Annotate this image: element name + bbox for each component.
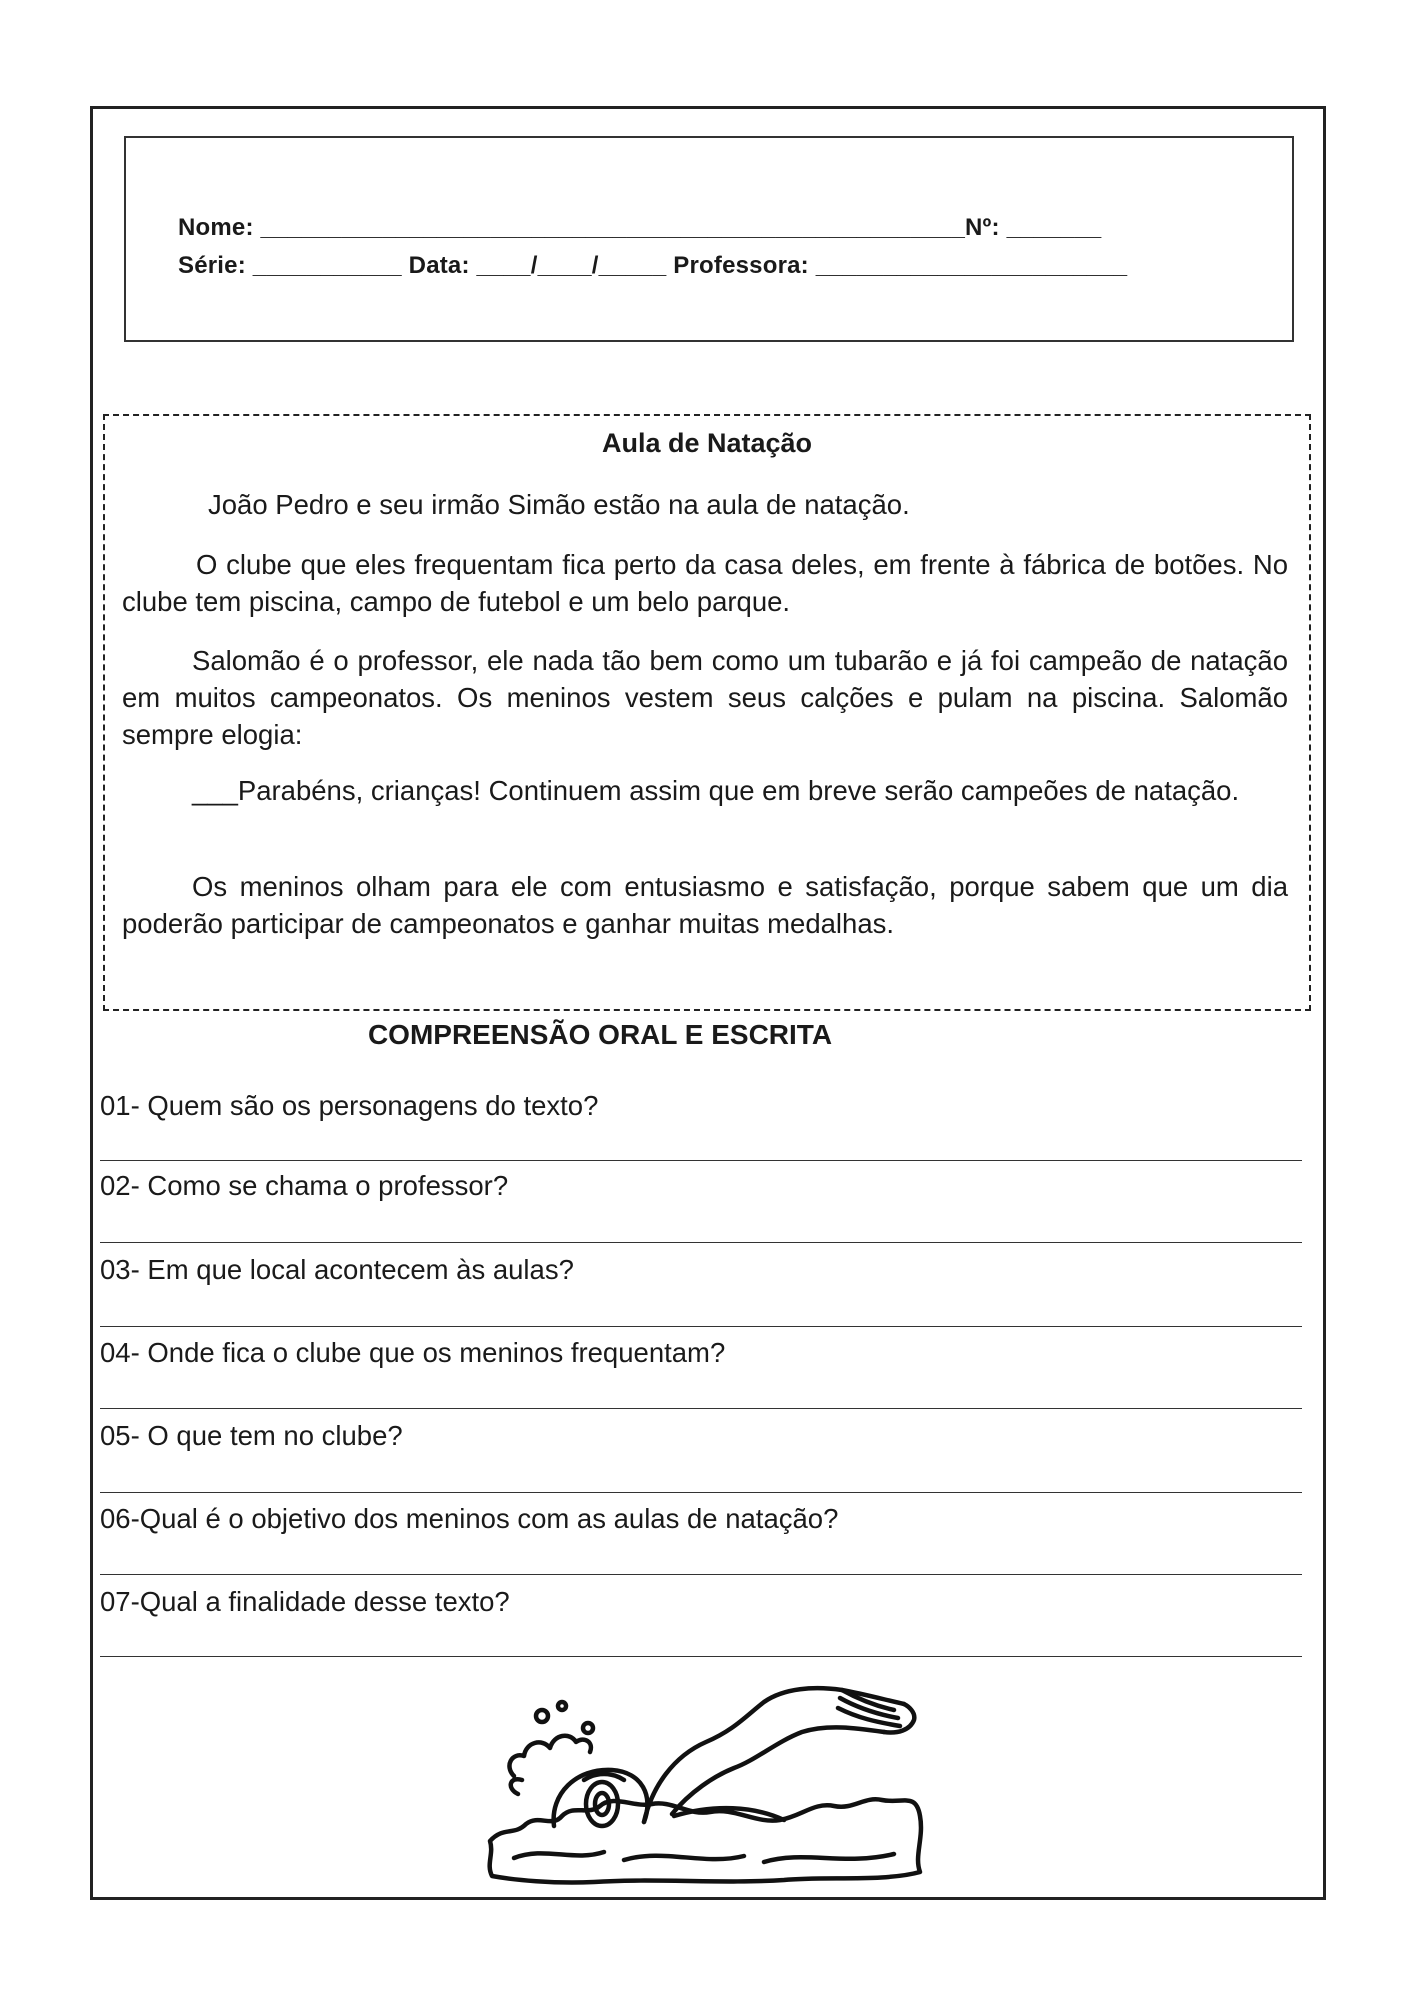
story-paragraph: ___Parabéns, crianças! Continuem assim que em breve serão campeões de natação.: [192, 775, 1240, 806]
question: 03- Em que local acontecem às aulas?: [100, 1254, 574, 1285]
answer-line[interactable]: [100, 1574, 1302, 1575]
answer-line[interactable]: [100, 1242, 1302, 1243]
section-title-text: COMPREENSÃO ORAL E ESCRITA: [367, 1019, 833, 1050]
answer-line[interactable]: [100, 1492, 1302, 1493]
question: 01- Quem são os personagens do texto?: [100, 1090, 599, 1121]
answer-line[interactable]: [100, 1408, 1302, 1409]
question: 02- Como se chama o professor?: [100, 1170, 509, 1201]
story-paragraph: Salomão é o professor, ele nada tão bem como um tubarão e já foi campeão de natação em muitos campeonatos. Os meninos vestem seus calções e pulam na piscina. Salomão sempre elogia:: [122, 645, 1288, 750]
section-title: [100, 1019, 1414, 1051]
answer-line[interactable]: [100, 1160, 1302, 1161]
story-paragraph: Os meninos olham para ele com entusiasmo e satisfação, porque sabem que um dia poderão participar de campeonatos e ganhar muitas medalhas.: [122, 871, 1288, 939]
name-number-line: Nome: ____________________________________________________Nº: _______: [178, 214, 1102, 241]
story-title: Aula de Natação: [601, 428, 813, 458]
grade-date-teacher-line: Série: ___________ Data: ____/____/_____ Professora: _______________________: [178, 252, 1128, 279]
story-paragraph: O clube que eles frequentam fica perto da casa deles, em frente à fábrica de botões. No clube tem piscina, campo de futebol e um belo parque.: [122, 549, 1288, 617]
story-paragraph: João Pedro e seu irmão Simão estão na aula de natação.: [208, 489, 910, 520]
answer-line[interactable]: [100, 1326, 1302, 1327]
swimmer-icon: [484, 1676, 924, 1886]
question: 05- O que tem no clube?: [100, 1420, 403, 1451]
question: 06-Qual é o objetivo dos meninos com as aulas de natação?: [100, 1503, 839, 1534]
question: 04- Onde fica o clube que os meninos frequentam?: [100, 1337, 726, 1368]
question: 07-Qual a finalidade desse texto?: [100, 1586, 510, 1617]
answer-line[interactable]: [100, 1656, 1302, 1657]
